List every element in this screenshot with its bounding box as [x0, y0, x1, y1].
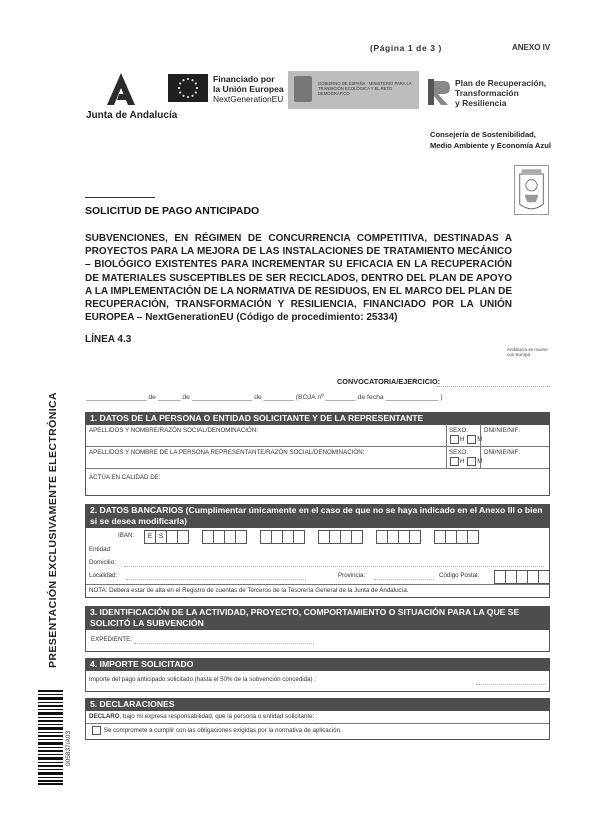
- dni-label-1: DNI/NIE/NIF:: [484, 427, 521, 434]
- importe-label: Importe del pago anticipado solicitado (hasta el 50% de la subvención concedida) :: [89, 676, 317, 683]
- top-rule: [85, 197, 155, 198]
- section-2-header: 2. DATOS BANCARIOS (Cumplimentar únicamente en el caso de que no se haya indicado en el Anexo III o bien si se desea modificarla): [85, 504, 550, 528]
- calidad-label: ACTÚA EN CALIDAD DE:: [89, 474, 161, 481]
- section-2-body: [85, 528, 550, 598]
- sexo-m-checkbox-1[interactable]: [467, 435, 476, 444]
- boja-reference: ________________ de ______ de ________________ de ________ (BOJA nº ________ de fecha ______________ ): [86, 394, 443, 401]
- domicilio-label: Domicilio:: [89, 559, 116, 566]
- side-presentation-text: PRESENTACIÓN EXCLUSIVAMENTE ELECTRÓNICA: [47, 392, 59, 668]
- sexo-h-checkbox-1[interactable]: [450, 435, 459, 444]
- convocatoria-field[interactable]: [437, 386, 550, 387]
- gobierno-text: GOBIERNO DE ESPAÑA · MINISTERIO PARA LA TRANSICIÓN ECOLÓGICA Y EL RETO DEMOGRÁFICO: [318, 81, 412, 96]
- expediente-field[interactable]: [134, 643, 314, 644]
- dni-label-2: DNI/NIE/NIF:: [484, 449, 521, 456]
- provincia-field[interactable]: [374, 579, 434, 580]
- section-3-header: 3. IDENTIFICACIÓN DE LA ACTIVIDAD, PROYECTO, COMPORTAMIENTO O SITUACIÓN PARA LA QUE SE SOLICITÓ LA SUBVENCIÓN: [85, 606, 550, 630]
- barcode-number: 005837/A03: [65, 730, 72, 766]
- section-5-header: 5. DECLARACIONES: [85, 698, 550, 711]
- iban-label: IBAN:: [118, 532, 135, 539]
- sexo-label-2: SEXO:: [449, 449, 468, 456]
- importe-field[interactable]: [476, 684, 546, 685]
- localidad-field[interactable]: [126, 579, 306, 580]
- anexo-label: ANEXO IV: [512, 43, 551, 52]
- expediente-label: EXPEDIENTE:: [91, 636, 132, 643]
- barcode-icon: [38, 690, 63, 785]
- nombre-label: APELLIDOS Y NOMBRE/RAZÓN SOCIAL/DENOMINACIÓN:: [89, 427, 258, 434]
- declaro-text: DECLARO, bajo mi expresa responsabilidad, que la persona o entidad solicitante:: [89, 713, 315, 720]
- section-5-body: [85, 710, 550, 740]
- provincia-label: Provincia:: [338, 572, 366, 579]
- localidad-label: Localidad:: [89, 572, 118, 579]
- andalucia-europa-logo: Andalucía se mueve con Europa: [507, 347, 548, 357]
- spain-shield-icon: [294, 76, 312, 102]
- iban-field[interactable]: E S: [144, 530, 478, 544]
- section-4-body: [85, 670, 550, 692]
- eu-flag-icon: [168, 74, 208, 102]
- convocatoria-label: CONVOCATORIA/EJERCICIO:: [337, 377, 441, 386]
- prtr-text: Plan de Recuperación, Transformación y Resiliencia: [455, 78, 547, 108]
- cp-label: Código Postal:: [439, 572, 480, 579]
- junta-name: Junta de Andalucía: [86, 110, 178, 121]
- section-4-header: 4. IMPORTE SOLICITADO: [85, 658, 550, 671]
- page-indicator: (Página 1 de 3 ): [370, 43, 442, 53]
- cp-field[interactable]: [494, 570, 549, 584]
- andalucia-crest-icon: [514, 165, 549, 215]
- eu-funding-text: Financiado por la Unión Europea NextGenerationEU: [213, 74, 284, 104]
- section-1-body: APELLIDOS Y NOMBRE/RAZÓN SOCIAL/DENOMINACIÓN: SEXO: H M DNI/NIE/NIF: APELLIDOS Y NOMBRE DE LA PERSONA REPRESENTANTE/RAZÓN SOCIAL/DENOMINACIÓN: SEXO: H M DNI/NIE/NIF: ACTÚA EN CALIDAD DE:: [85, 424, 550, 496]
- sexo-m-checkbox-2[interactable]: [467, 457, 476, 466]
- domicilio-field[interactable]: [124, 566, 544, 567]
- compromiso-row: Se compromete a cumplir con las obligaciones exigidas por la normativa de aplicación.: [91, 726, 342, 735]
- linea-label: LÍNEA 4.3: [85, 334, 132, 345]
- representante-label: APELLIDOS Y NOMBRE DE LA PERSONA REPRESENTANTE/RAZÓN SOCIAL/DENOMINACIÓN:: [89, 449, 365, 456]
- section-3-body: [85, 630, 550, 652]
- compromiso-checkbox[interactable]: [92, 726, 101, 735]
- document-title: SOLICITUD DE PAGO ANTICIPADO: [85, 205, 260, 217]
- section-1-header: 1. DATOS DE LA PERSONA O ENTIDAD SOLICITANTE Y DE LA REPRESENTANTE: [85, 412, 550, 425]
- prtr-logo-icon: [428, 79, 450, 105]
- entidad-label: Entidad:: [89, 546, 112, 553]
- nota-bancaria: NOTA: Deberá estar de alta en el Registro de cuentas de Terceros de la Tesorería General de la Junta de Andalucía.: [89, 587, 409, 594]
- sexo-label-1: SEXO:: [449, 427, 468, 434]
- consejeria-name: Consejería de Sostenibilidad, Medio Ambiente y Economía Azul: [430, 130, 551, 150]
- sexo-h-checkbox-2[interactable]: [450, 457, 459, 466]
- document-subtitle: SUBVENCIONES, EN RÉGIMEN DE CONCURRENCIA COMPETITIVA, DESTINADAS A PROYECTOS PARA LA MEJORA DE LAS INSTALACIONES DE TRATAMIENTO MECÁNICO – BIOLÓGICO EXISTENTES PARA INCREMENTAR SU EFICACIA EN LA RECUPERACIÓN DE MATERIALES SUSCEPTIBLES DE SER RECICLADOS, DENTRO DEL PLAN DE APOYO A LA IMPLEMENTACIÓN DE LA NORMATIVA DE RESIDUOS, EN EL MARCO DEL PLAN DE RECUPERACIÓN, TRANSFORMACIÓN Y RESILIENCIA, FINANCIADO POR LA UNIÓN EUROPEA – NextGenerationEU (Código de procedimiento: 25334): [85, 233, 512, 324]
